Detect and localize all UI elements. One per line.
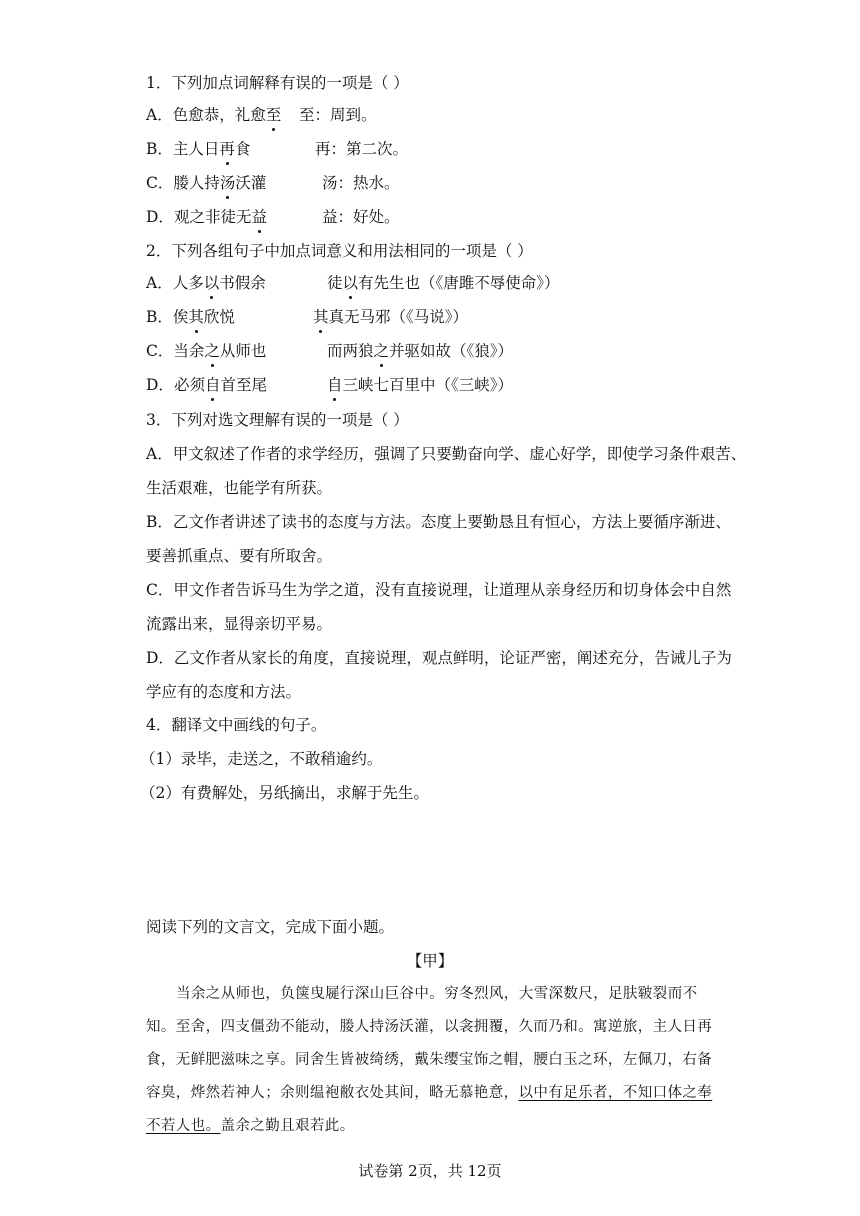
q3-line: 流露出来，显得亲切平易。 bbox=[146, 615, 333, 633]
option-text-post: 从师也 bbox=[219, 342, 267, 360]
q2-compare-b bbox=[313, 306, 468, 328]
dotted-word: 以 bbox=[203, 274, 220, 292]
option-letter: D． bbox=[146, 376, 174, 394]
q3-line: B．乙文作者讲述了读书的态度与方法。态度上要勤恳且有恒心，方法上要循序渐进、 bbox=[146, 513, 731, 531]
q3-stem: 3．下列对选文理解有误的一项是（ ） bbox=[146, 411, 409, 429]
dotted-word: 之 bbox=[204, 342, 220, 360]
compare-text-post: 三峡七百里中（《三峡》） bbox=[342, 376, 514, 394]
q2-option-b bbox=[146, 306, 235, 328]
dotted-word: 益 bbox=[251, 208, 267, 226]
option-text-pre: 俟 bbox=[172, 308, 189, 326]
dotted-word: 以 bbox=[342, 274, 359, 292]
q2-compare-c bbox=[327, 340, 513, 362]
compare-text-post: 有先生也（《唐雎不辱使命》） bbox=[358, 274, 560, 292]
compare-text-pre: 而两狼 bbox=[327, 342, 374, 360]
q1-option-d bbox=[146, 206, 267, 228]
q2-stem: 2．下列各组句子中加点词意义和用法相同的一项是（ ） bbox=[146, 242, 533, 260]
q3-line: 学应有的态度和方法。 bbox=[146, 683, 302, 701]
option-letter: B． bbox=[146, 140, 173, 158]
dotted-word: 汤 bbox=[219, 174, 236, 192]
q3-line: A．甲文叙述了作者的求学经历，强调了只要勤奋向学、虚心好学，即使学习条件艰苦、 bbox=[146, 445, 747, 463]
dotted-word: 自 bbox=[327, 376, 343, 394]
option-text-pre: 当余 bbox=[173, 342, 205, 360]
compare-text-post: 真无马邪（《马说》） bbox=[328, 308, 469, 326]
passage-text bbox=[146, 978, 716, 1143]
page-footer: 试卷第 2页，共 12页 bbox=[358, 1162, 502, 1180]
option-letter: C． bbox=[146, 342, 174, 360]
option-text-post: 书假余 bbox=[219, 274, 266, 292]
q1-option-b bbox=[146, 138, 250, 160]
option-text-post: 欣悦 bbox=[203, 308, 235, 326]
dotted-word: 之 bbox=[373, 342, 390, 360]
q2-compare-d bbox=[327, 374, 513, 396]
dotted-word: 自 bbox=[204, 376, 221, 394]
dotted-word: 其 bbox=[188, 308, 204, 326]
option-text-pre: 色愈恭，礼愈 bbox=[172, 106, 266, 124]
q1-gloss-d: 益：好处。 bbox=[322, 208, 400, 226]
dotted-word: 其 bbox=[313, 308, 329, 326]
passage-main: 当余之从师也，负箧曳屣行深山巨谷中。穷冬烈风，大雪深数尺，足肤皲裂而不知。至舍，四支僵劲不能动，媵人持汤沃灌，以衾拥覆，久而乃和。寓逆旅，主人日再食，无鲜肥滋味之享。同舍生皆被绮绣，戴朱缨宝饰之帽，腰白玉之环，左佩刀，右备容臭，烨然若神人；余则缊袍敝衣处其间，略无慕艳意， bbox=[146, 986, 713, 1101]
q1-stem: 1．下列加点词解释有误的一项是（ ） bbox=[146, 74, 409, 92]
option-letter: B． bbox=[146, 308, 173, 326]
q1-gloss-a: 至：周到。 bbox=[299, 106, 377, 124]
passage-underlined: 以中有足乐者，不知口体之奉不若人也。 bbox=[146, 1085, 713, 1134]
option-text-pre: 主人日 bbox=[172, 140, 220, 158]
q2-option-d bbox=[146, 374, 267, 396]
option-text-post: 食 bbox=[234, 140, 251, 158]
q1-option-a bbox=[146, 104, 281, 126]
q1-option-c bbox=[146, 172, 266, 194]
q4-item-2: （2）有费解处，另纸摘出，求解于先生。 bbox=[140, 784, 429, 802]
q3-line: 要善抓重点、要有所取舍。 bbox=[146, 547, 333, 565]
q4-item-1: （1）录毕，走送之，不敢稍逾约。 bbox=[140, 750, 383, 768]
q2-option-c bbox=[146, 340, 266, 362]
option-text-post: 首至尾 bbox=[220, 376, 267, 394]
passage-end: 盖余之勤且艰若此。 bbox=[220, 1118, 355, 1134]
option-text-pre: 媵人持 bbox=[173, 174, 220, 192]
compare-text-pre: 徒 bbox=[327, 274, 343, 292]
option-text-pre: 观之非徒无 bbox=[173, 208, 252, 226]
dotted-word: 至 bbox=[265, 106, 282, 124]
reading-intro: 阅读下列的文言文，完成下面小题。 bbox=[146, 918, 395, 936]
option-letter: A． bbox=[146, 106, 173, 124]
q3-line: C．甲文作者告诉马生为学之道，没有直接说理，让道理从亲身经历和切身体会中自然 bbox=[146, 581, 732, 599]
q1-gloss-c: 汤：热水。 bbox=[322, 174, 400, 192]
passage-heading: 【甲】 bbox=[406, 952, 454, 970]
q4-stem: 4．翻译文中画线的句子。 bbox=[146, 716, 327, 734]
option-letter: D． bbox=[146, 208, 174, 226]
q2-compare-a bbox=[327, 272, 560, 294]
q2-option-a bbox=[146, 272, 266, 294]
option-letter: A． bbox=[146, 274, 173, 292]
q3-line: D．乙文作者从家长的角度，直接说理，观点鲜明，论证严密，阐述充分，告诫儿子为 bbox=[146, 649, 732, 667]
compare-text-post: 并驱如故（《狼》） bbox=[389, 342, 514, 360]
option-letter: C． bbox=[146, 174, 174, 192]
q1-gloss-b: 再：第二次。 bbox=[315, 140, 409, 158]
dotted-word: 再 bbox=[219, 140, 235, 158]
option-text-pre: 人多 bbox=[172, 274, 204, 292]
option-text-pre: 必须 bbox=[173, 376, 205, 394]
option-text-post: 沃灌 bbox=[235, 174, 267, 192]
q3-line: 生活艰难，也能学有所获。 bbox=[146, 479, 333, 497]
